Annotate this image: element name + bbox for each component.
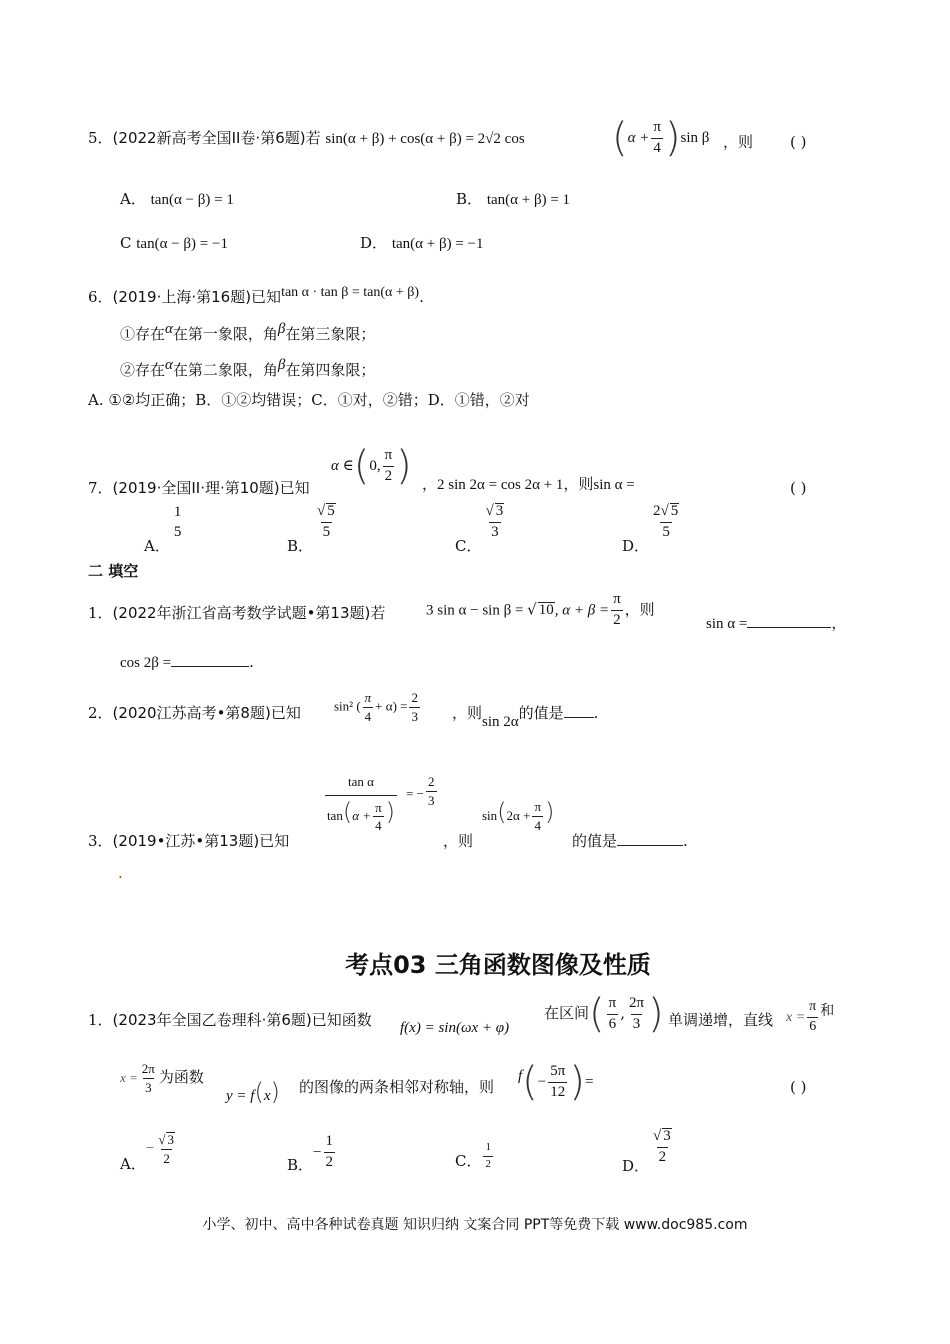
k1-line: 1．(2023年全国乙卷理科·第6题)已知函数 — [88, 1011, 372, 1029]
f2-ask: ，则sin 2α的值是 . — [452, 704, 599, 730]
q5-right-paren: ) — [664, 115, 681, 161]
q5-option-d: D． tan(α + β) = −1 — [360, 234, 484, 252]
q7-option-a: A． 1 5 — [144, 504, 182, 555]
f1-ask-cos: cos 2β = . — [120, 653, 254, 671]
f3-stray-mark: . — [118, 864, 123, 882]
q7-option-b: B． $\frac{√ 5}{5}$ — [287, 503, 335, 555]
q7-answer-paren: ( ) — [790, 479, 807, 497]
q7-option-c: C． $\frac{√ 3}{3}$ — [455, 503, 504, 555]
k1-answer-paren: ( ) — [790, 1078, 807, 1096]
f1-blank-2[interactable] — [171, 666, 249, 667]
q5-pi-over-4: $\frac{\pi}{4}$ — [653, 118, 661, 156]
q7-condition-2: ，2 sin 2α = cos 2α + 1，则sin α = — [422, 475, 635, 493]
k1-line-x: x = $\frac{\pi}{6}$ 和 — [786, 999, 835, 1034]
f3-blank[interactable] — [617, 845, 683, 846]
k1-ask: f(− $\frac{5\pi}{12}$ )= — [518, 1059, 594, 1105]
k1-mono: 单调递增，直线 — [668, 1011, 774, 1029]
f1-line: 1．(2022年浙江省高考数学试题•第13题)若 — [88, 604, 386, 622]
q5-source: (2022新高考全国II卷·第6题)若 — [112, 129, 321, 147]
q7-option-d: D． $\frac{2√ 5}{5}$ — [622, 503, 679, 555]
q5-equation: sin(α + β) + cos(α + β) = 2√2 cos — [325, 131, 525, 147]
q6-condition: tan α · tan β = tan(α + β) — [281, 285, 420, 300]
q5-then: ，则 — [723, 133, 754, 151]
k1-option-a: A．− $\frac{√ 3}{2}$ — [120, 1132, 174, 1173]
f1-condition: 3 sin α − sin β = √ 10, α + β = $\frac{\pi}{2}$ ，则 — [426, 591, 655, 628]
k1-option-d: D． $\frac{√ 3}{2}$ — [622, 1128, 671, 1175]
q5-option-b: B． tan(α + β) = 1 — [456, 190, 571, 208]
k1-desc: 的图像的两条相邻对称轴，则 — [299, 1078, 495, 1096]
section-fill-in-heading: 二 填空 — [88, 562, 139, 580]
q5-number: 5． — [88, 129, 113, 147]
q5-alpha-plus: α + — [627, 130, 650, 146]
q5-sinb: sin β — [680, 130, 710, 146]
q5-option-c: C tan(α − β) = −1 — [120, 234, 228, 252]
k1-line2: x = $\frac{2\pi}{3}$ 为函数 — [120, 1061, 204, 1095]
k1-option-b: B．− $\frac{1}{2}$ — [287, 1133, 333, 1175]
q5-option-a: A． tan(α − β) = 1 — [120, 190, 234, 208]
k1-interval: 在区间( $\frac{\pi}{6}$ , $\frac{2\pi}{3}$ ) — [544, 991, 664, 1037]
k1-option-c: C． $\frac{1}{2}$ — [455, 1141, 491, 1171]
f1-blank-1[interactable] — [747, 627, 831, 628]
f2-blank[interactable] — [564, 717, 594, 718]
footer-ad: 小学、初中、高中各种试卷真题 知识归纳 文案合同 PPT等免费下载 www.doc985.com — [202, 1217, 748, 1233]
q7-condition-interval: α ∈(0, $\frac{\pi}{2}$ ) — [331, 443, 412, 489]
q6-statement-1: ①存在α在第一象限，角β在第三象限； — [120, 321, 376, 343]
f2-line: 2．(2020江苏高考•第8题)已知 — [88, 704, 301, 722]
f3-ask: sin(2α + $\frac{\pi}{4}$ ) — [482, 798, 555, 833]
k1-function: f(x) = sin(ωx + φ) — [400, 1020, 510, 1036]
q6-options: A. ①②均正确；B．①②均错误；C．①对，②错；D．①错，②对 — [88, 391, 530, 409]
q7-line: 7．(2019·全国II·理·第10题)已知 — [88, 479, 310, 497]
f3-tail: 的值是 . — [572, 832, 688, 850]
q5-answer-paren: ( ) — [790, 133, 807, 151]
q7-pi-over-2: $\frac{\pi}{2}$ — [384, 446, 393, 484]
f3-then: ，则 — [443, 832, 474, 850]
k1-y-eq: y = f(x) — [226, 1078, 280, 1106]
q6-line: 6．(2019·上海·第16题)已知tan α · tan β = tan(α + β). — [88, 285, 424, 306]
q5-line — [88, 131, 525, 147]
f1-ask-sin: sin α = ， — [706, 614, 847, 632]
f3-line: 3．(2019•江苏•第13题)已知 — [88, 832, 290, 850]
q5-equation-tail — [612, 115, 710, 161]
f3-condition: tan α tan(α + $\frac{\pi}{4}$ ) = − $\frac{2}{3}$ — [326, 774, 435, 834]
kaodian-title: 考点03 三角函数图像及性质 — [345, 951, 651, 979]
q5-left-paren: ( — [612, 115, 628, 161]
f2-condition: sin² ( $\frac{\pi}{4}$ + α) = $\frac{2}{3}$ — [334, 690, 418, 724]
q6-statement-2: ②存在α在第二象限，角β在第四象限； — [120, 357, 376, 379]
